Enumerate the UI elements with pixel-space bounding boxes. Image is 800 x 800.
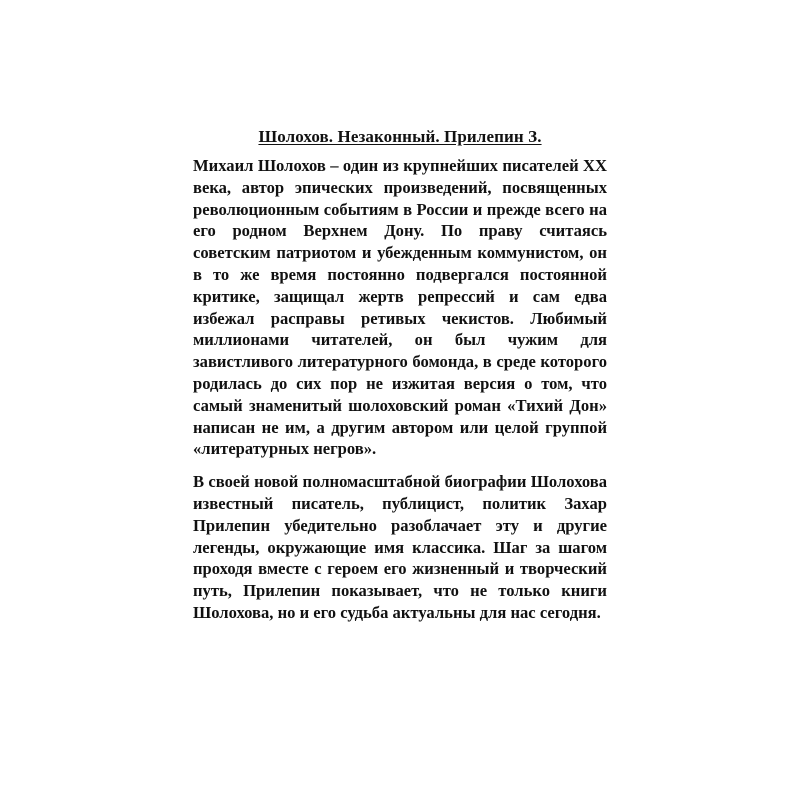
- book-annotation-page: [193, 126, 607, 635]
- document-title: Шолохов. Незаконный. Прилепин З.: [258, 127, 542, 146]
- annotation-paragraph-2: В своей новой полномасштабной биографии Шолохова известный писатель, публицист, политик Захар Прилепин убедительно разоблачает эту и другие легенды, окружающие имя классика. Шаг за шагом проходя вместе с героем его жизненный и творческий путь, Прилепин показывает, что не только книги Шолохова, но и его судьба актуальны для нас сегодня.: [193, 472, 607, 622]
- annotation-paragraph-1: Михаил Шолохов – один из крупнейших писателей XX века, автор эпических произведений, посвященных революционным событиям в России и прежде всего на его родном Верхнем Дону. По праву считаясь советским патриотом и убежденным коммунистом, он в то же время постоянно подвергался постоянной критике, защищал жертв репрессий и сам едва избежал расправы ретивых чекистов. Любимый миллионами читателей, он был чужим для завистливого литературного бомонда, в среде которого родилась до сих пор не изжитая версия о том, что самый знаменитый шолоховский роман «Тихий Дон» написан не им, а другим автором или целой группой «литературных негров».: [193, 156, 607, 459]
